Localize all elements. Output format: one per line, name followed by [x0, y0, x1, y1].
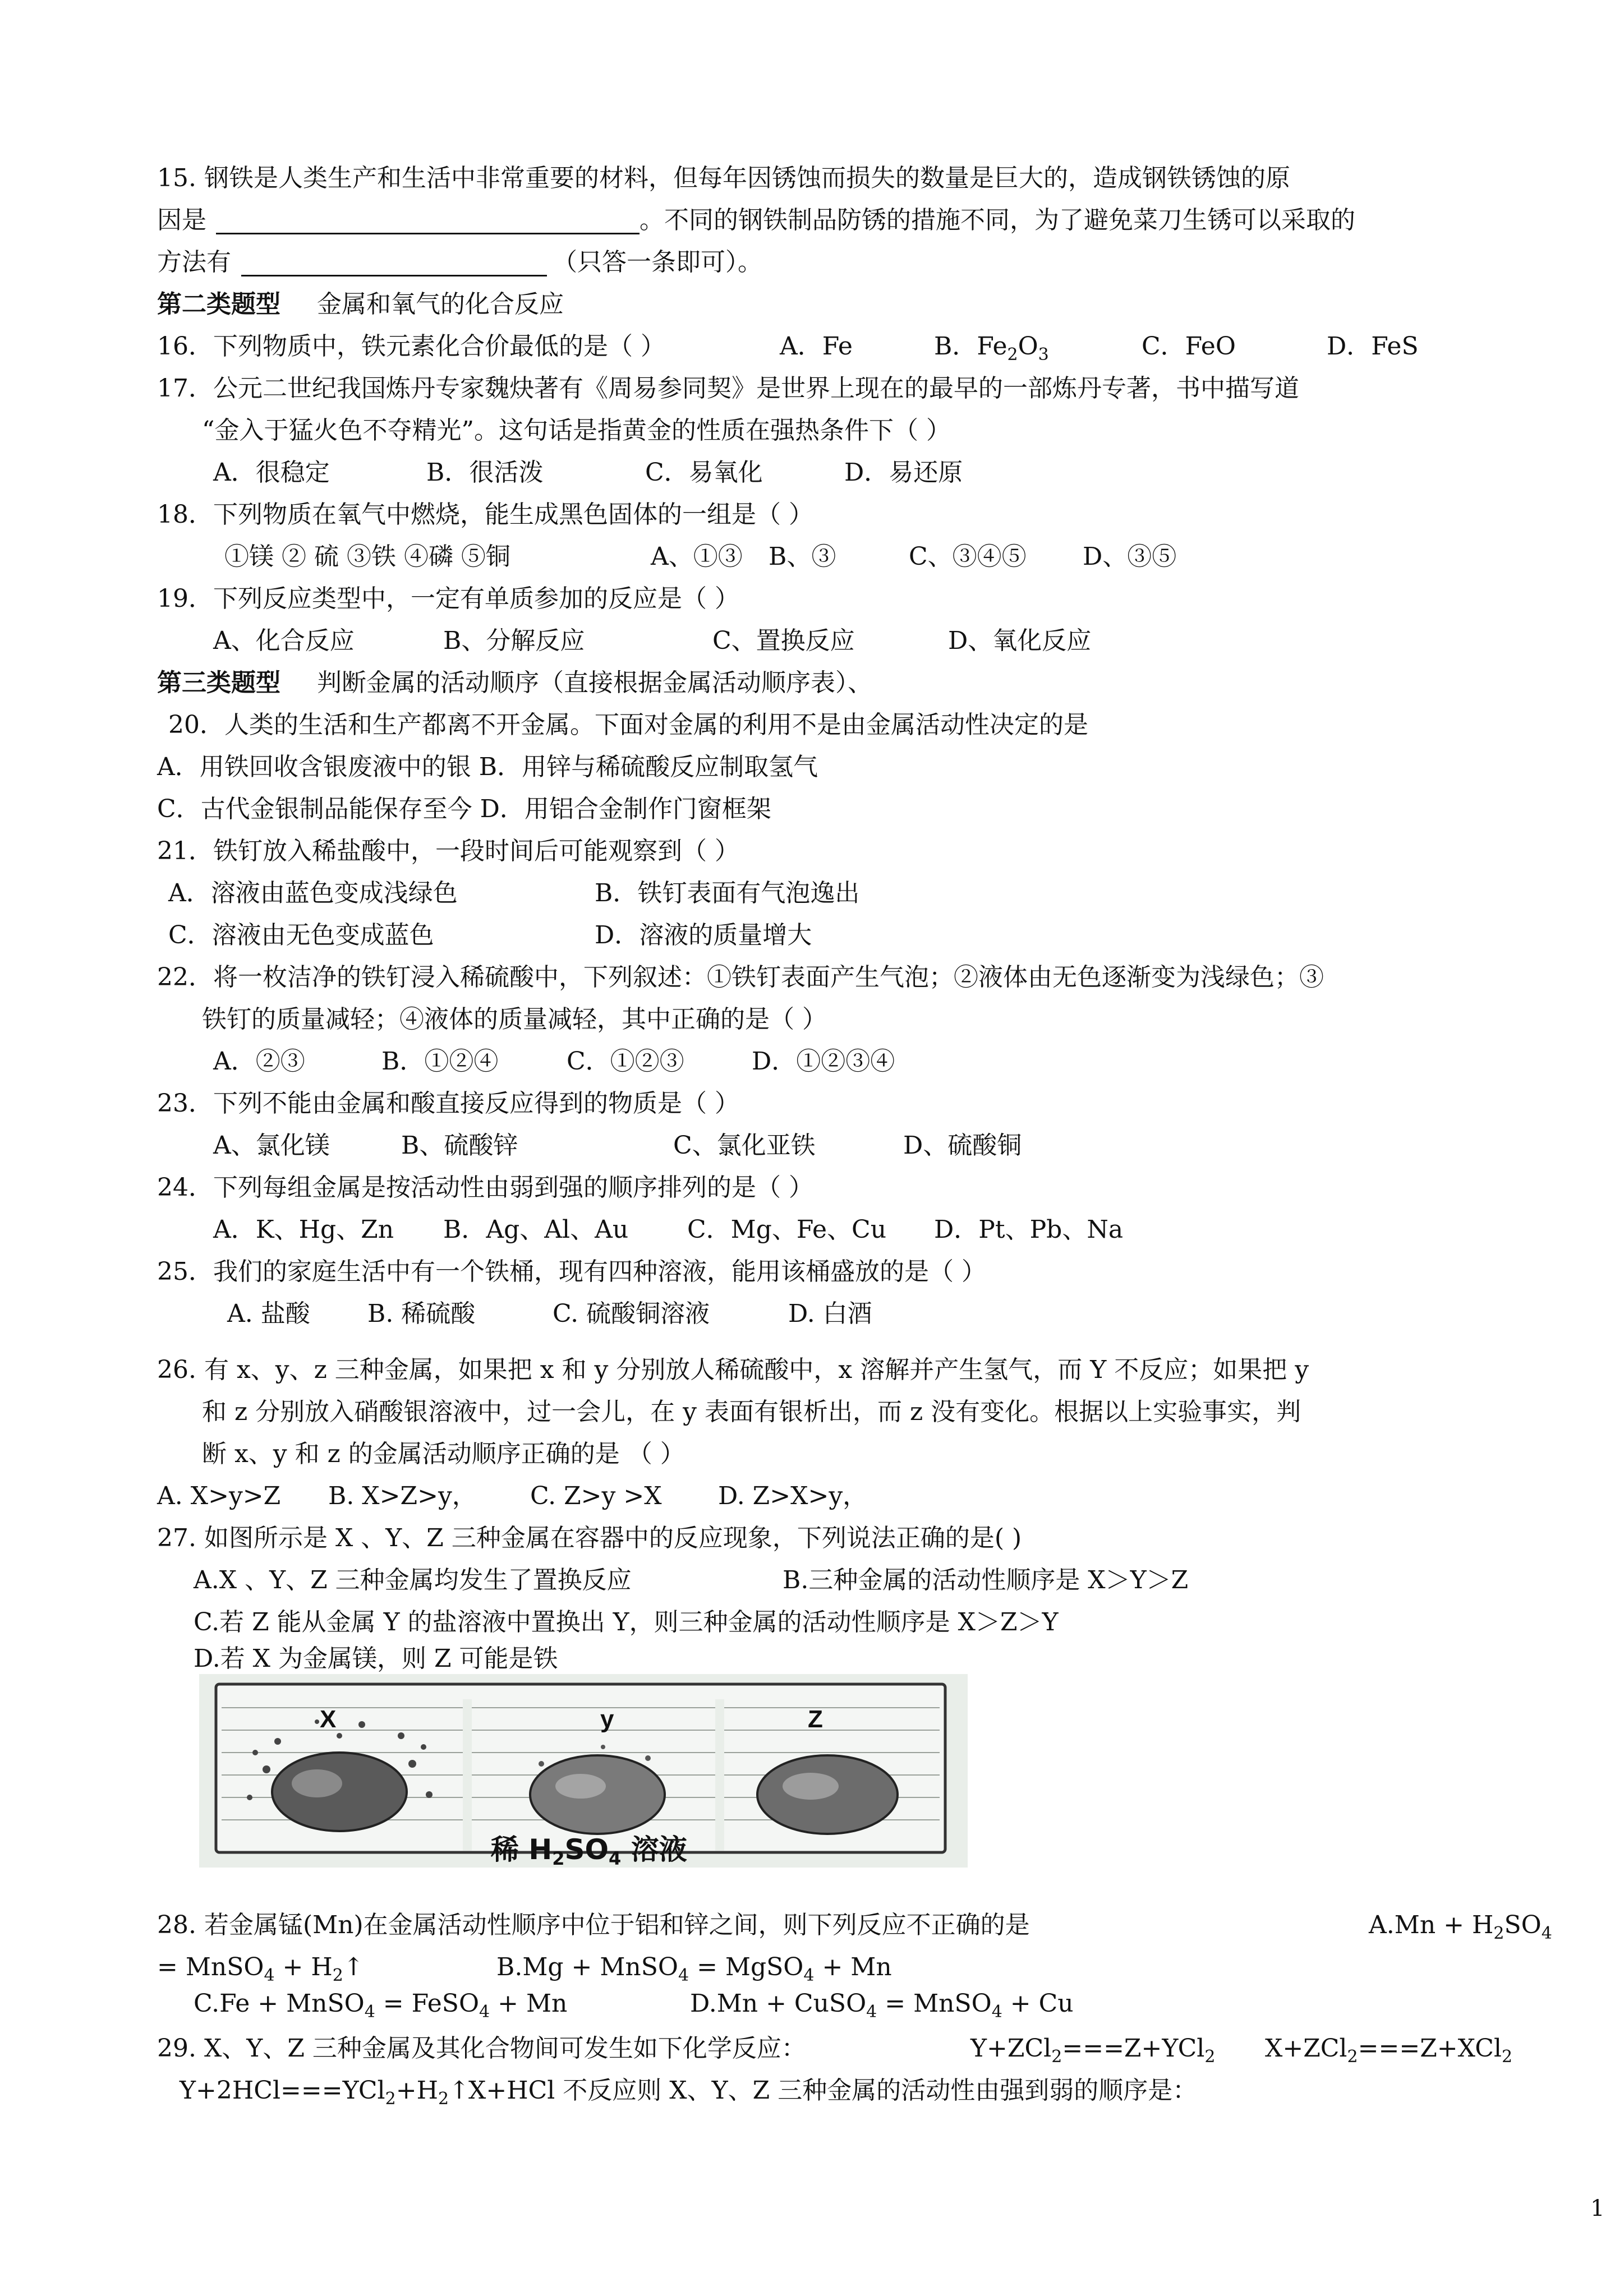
q27-reaction-figure	[199, 1674, 968, 1868]
q15-answer-blank-2[interactable]	[241, 247, 547, 276]
q29-reaction-3: $Y+2HCl===YCl_2+H_2↑$	[180, 2076, 470, 2109]
q28-option-d: D.Mn + CuSO$_4$ = MnSO$_4$ + Cu	[690, 1989, 1074, 2022]
metal-z-icon	[757, 1755, 898, 1834]
beaker-illustration	[199, 1674, 968, 1868]
q29-reaction-2: X+ZCl$_2$===Z+XCl$_2$	[1265, 2034, 1513, 2067]
figure-caption: 稀 $H_2SO_4$ 溶液	[491, 1833, 687, 1868]
q29-reaction-1: Y+ZCl$_2$===Z+YCl$_2$	[970, 2034, 1216, 2067]
q28-option-a-end: = MnSO$_4$ + $H_2↑$	[157, 1953, 364, 1985]
q28-option-c: C.Fe + MnSO$_4$ = FeSO$_4$ + Mn	[194, 1989, 568, 2022]
q28-option-b: B.Mg + MnSO$_4$ = MgSO$_4$ + Mn	[496, 1953, 892, 1985]
q28-option-a-start: $A.Mn + H_2SO_4$	[1369, 1911, 1552, 1943]
q16-option-b: B．$Fe_2O_3$	[934, 332, 1049, 365]
q15-answer-blank-1[interactable]	[216, 205, 640, 234]
worksheet-page: 15. 钢铁是人类生产和生活中非常重要的材料，但每年因锈蚀而损失的数量是巨大的，造成钢铁锈蚀的原 因是 。不同的钢铁制品防锈的措施不同，为了避免菜刀生锈可以采取的 方法有 （只答一条即可）。 第二类题型 金属和氧气的化合反应 16．下列物质中，铁元素化合价最低的是（ ） A．Fe B．$Fe_2O_3$ C．FeO D．FeS 17．公元二世纪我国炼丹专家魏炔著有《周易参同契》是世界上现在的最早的一部炼丹专著，书中描写道 “金入于猛火色不夺精光”。这句话是指黄金的性质在强热条件下（ ） A．很稳定 B．很活泼 C．易氧化 D．易还原 18．下列物质在氧气中燃烧，能生成黑色固体的一组是（ ） ①镁 ② 硫 ③铁 ④磷 ⑤铜 A、①③ B、③ C、③④⑤ D、③⑤ 19．下列反应类型中，一定有单质参加的反应是（ ） A、化合反应 B、分解反应 C、置换反应 D、氧化反应 第三类题型 判断金属的活动顺序（直接根据金属活动顺序表）、 20．人类的生活和生产都离不开金属。下面对金属的利用不是由金属活动性决定的是 A．用铁回收含银废液中的银 B．用锌与稀硫酸反应制取氢气 C．古代金银制品能保存至今 D．用铝合金制作门窗框架 21．铁钉放入稀盐酸中，一段时间后可能观察到（ ） A．溶液由蓝色变成浅绿色 B．铁钉表面有气泡逸出 C．溶液由无色变成蓝色 D．溶液的质量增大 22．将一枚洁净的铁钉浸入稀硫酸中，下列叙述：①铁钉表面产生气泡；②液体由无色逐渐变为浅绿色；③ 铁钉的质量减轻；④液体的质量减轻，其中正确的是（ ） A．②③ B．①②④ C．①②③ D．①②③④ 23．下列不能由金属和酸直接反应得到的物质是（ ） A、氯化镁 B、硫酸锌 C、氯化亚铁 D、硫酸铜 24．下列每组金属是按活动性由弱到强的顺序排列的是（ ） A．K、Hg、Zn B．Ag、Al、Au C．Mg、Fe、Cu D．Pt、Pb、Na 25．我们的家庭生活中有一个铁桶，现有四种溶液，能用该桶盛放的是（ ） A. 盐酸 B. 稀硫酸 C. 硫酸铜溶液 D. 白酒 26. 有 x、y、z 三种金属，如果把 x 和 y 分别放人稀硫酸中，x 溶解并产生氢气，而 Y 不反应；如果把 y 和 z 分别放入硝酸银溶液中，过一会儿，在 y 表面有银析出，而 z 没有变化。根据以上实验事实，判 断 x、y 和 z 的金属活动顺序正确的是 （ ） A. X>y>Z B. X>Z>y， C. Z>y >X D. Z>X>y， 27. 如图所示是 X 、Y、Z 三种金属在容器中的反应现象，下列说法正确的是( ) A.X 、Y、Z 三种金属均发生了置换反应 B.三种金属的活动性顺序是 X＞Y＞Z C.若 Z 能从金属 Y 的盐溶液中置换出 Y，则三种金属的活动性顺序是 X＞Z＞Y D.若 X 为金属镁，则 Z 可能是铁 X y Z 稀 $H_2SO_4$ 溶液 28. 若金属锰(Mn)在金属活动性顺序中位于铝和锌之间，则下列反应不正确的是 $A.Mn + H_2SO_4$ = MnSO$_4$ + $H_2↑$ B.Mg + MnSO$_4$ = MgSO$_4$ + Mn C.Fe + MnSO$_4$ = FeSO$_4$ + Mn D.Mn + CuSO$_4$ = MnSO$_4$ + Cu 29. X、Y、Z 三种金属及其化合物间可发生如下化学反应： Y+ZCl$_2$===Z+YCl$_2$ X+ZCl$_2$===Z+XCl$_2$ $Y+2HCl===YCl_2+H_2↑$ X+HCl 不反应则 X、Y、Z 三种金属的活动性由强到弱的顺序是： 1	[157, 164, 1605, 2221]
page-number: 1	[1590, 2196, 1605, 2221]
figure-label-z: Z	[808, 1705, 823, 1733]
figure-label-x: X	[320, 1705, 337, 1733]
figure-label-y: y	[600, 1705, 614, 1733]
